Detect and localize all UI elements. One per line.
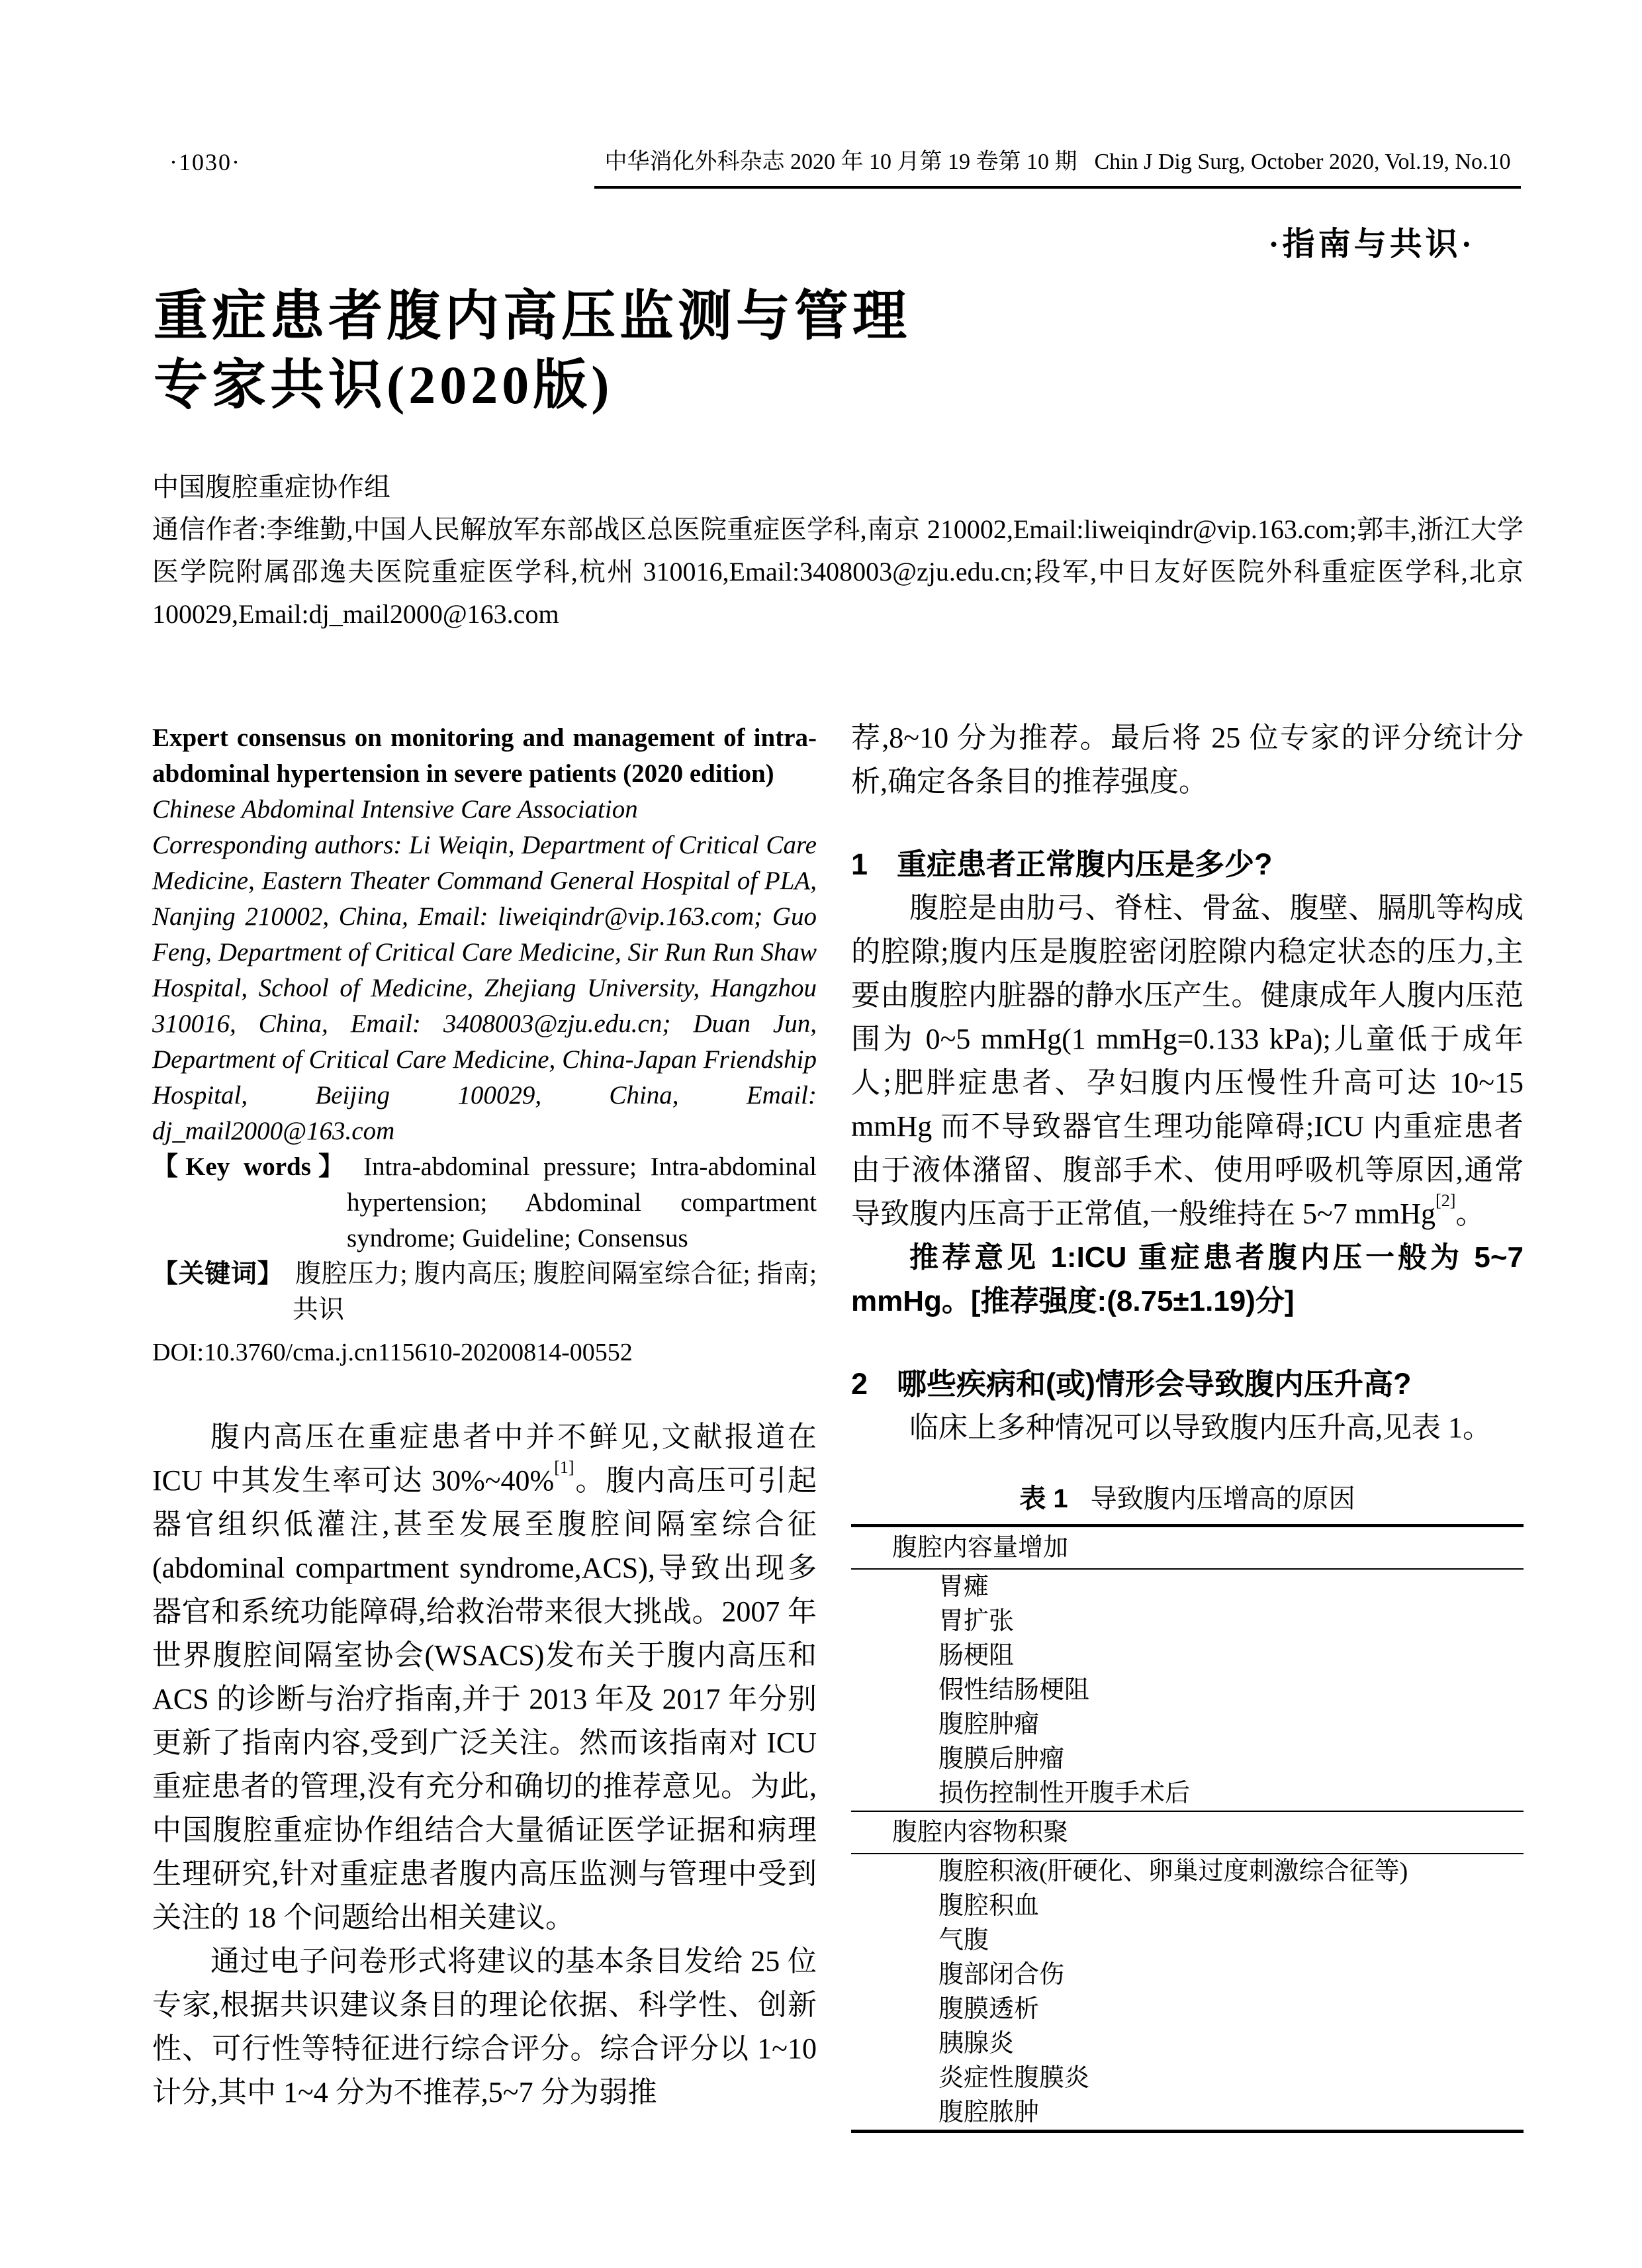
keywords-cn — [152, 1256, 817, 1328]
table-group-header: 腹腔内容物积聚 — [851, 1811, 1524, 1854]
table-1-caption-label: 表 1 — [1019, 1484, 1068, 1513]
english-abstract — [152, 720, 817, 1370]
body-paragraph-continuation: 荐,8~10 分为推荐。最后将 25 位专家的评分统计分析,确定各条目的推荐强度。 — [851, 722, 1524, 798]
correspondence-en: Corresponding authors: Li Weiqin, Department of Critical Care Medicine, Eastern Theater Command General Hospital of PLA, Nanjing 210002, China, Email: liweiqindr@vip.163.com; Guo Feng, Department of Critical Care Medicine, Sir Run Run Shaw Hospital, School of Medicine, Zhejiang University, Hangzhou 310016, China, Email: 3408003@zju.edu.cn; Duan Jun, Department of Critical Care Medicine, China-Japan Friendship Hospital, Beijing 100029, China, Email: dj_mail2000@163.com — [152, 831, 817, 1145]
journal-title-cn: 中华消化外科杂志 2020 年 10 月第 19 卷第 10 期 — [604, 150, 1077, 174]
table-1-caption-text: 导致腹内压增高的原因 — [1090, 1484, 1355, 1513]
keywords-en-label: 【Key words】 — [152, 1153, 352, 1181]
english-organization: Chinese Abdominal Intensive Care Association — [152, 795, 638, 824]
article-title-line1: 重症患者腹内高压监测与管理 — [154, 286, 911, 346]
body-paragraph: 临床上多种情况可以导致腹内压升高,见表 1。 — [909, 1411, 1492, 1444]
table-row: 腹膜透析 — [938, 1995, 1040, 2023]
section-1-title: 重症患者正常腹内压是多少? — [897, 847, 1273, 881]
table-row: 胰腺炎 — [938, 2030, 1015, 2057]
section-2-heading — [851, 1362, 1524, 1406]
table-row: 腹腔积液(肝硬化、卵巢过度刺激综合征等) — [938, 1858, 1408, 1885]
journal-title-en: Chin J Dig Surg, October 2020, Vol.19, No.10 — [1094, 150, 1511, 174]
column-section-tag: ·指南与共识· — [1268, 226, 1475, 262]
author-group: 中国腹腔重症协作组 — [152, 472, 390, 502]
recommendation-1: 推荐意见 1:ICU 重症患者腹内压一般为 5~7 mmHg。[推荐强度:(8.75±1.19)分] — [851, 1241, 1524, 1317]
article-title — [154, 282, 911, 420]
author-block — [152, 466, 1524, 636]
doi: DOI:10.3760/cma.j.cn115610-20200814-00552 — [152, 1339, 633, 1366]
correspondence-cn: 通信作者:李维勤,中国人民解放军东部战区总医院重症医学科,南京 210002,Email:liweiqindr@vip.163.com;郭丰,浙江大学医学院附属邵逸夫医院重症医学科,杭州 310016,Email:3408003@zju.edu.cn;段军,中日友好医院外科重症医学科,北京 100029,Email:dj_mail2000@163.com — [152, 514, 1524, 629]
table-1-caption — [851, 1482, 1524, 1516]
english-title: Expert consensus on monitoring and management of intra-abdominal hypertension in severe patients (2020 edition) — [152, 724, 817, 788]
section-2-title: 哪些疾病和(或)情形会导致腹内压升高? — [897, 1367, 1412, 1401]
table-row: 气腹 — [938, 1926, 989, 1954]
keywords-cn-label: 【关键词】 — [152, 1260, 284, 1288]
body-paragraph: 腹腔是由肋弓、脊柱、骨盆、腹壁、膈肌等构成的腔隙;腹内压是腹腔密闭腔隙内稳定状态的压力,主要由腹腔内脏器的静水压产生。健康成年人腹内压范围为 0~5 mmHg(1 mmHg=0.133 kPa);儿童低于成年人;肥胖症患者、孕妇腹内压慢性升高可达 10~15 mmHg 而不导致器官生理功能障碍;ICU 内重症患者由于液体潴留、腹部手术、使用呼吸机等原因,通常导致腹内压高于正常值,一般维持在 5~7 mmHg[2]。 — [851, 892, 1524, 1230]
table-row: 假性结肠梗阻 — [938, 1676, 1090, 1704]
keywords-en-text: Intra-abdominal pressure; Intra-abdominal hypertension; Abdominal compartment syndrome; Guideline; Consensus — [347, 1153, 817, 1252]
left-column — [152, 1415, 817, 2114]
table-1 — [851, 1524, 1524, 2133]
keywords-en — [152, 1149, 817, 1256]
article-title-line2: 专家共识(2020版) — [154, 355, 614, 415]
table-row: 胃瘫 — [938, 1573, 989, 1601]
table-row: 腹膜后肿瘤 — [938, 1745, 1065, 1773]
table-row: 损伤控制性开腹手术后 — [938, 1779, 1191, 1807]
right-column — [851, 716, 1524, 2133]
table-group-header: 腹腔内容量增加 — [851, 1527, 1524, 1570]
body-paragraph: 通过电子问卷形式将建议的基本条目发给 25 位专家,根据共识建议条目的理论依据、科学性、创新性、可行性等特征进行综合评分。综合评分以 1~10 计分,其中 1~4 分为不推荐,5~7 分为弱推 — [152, 1945, 817, 2108]
section-1-number: 1 — [851, 847, 868, 881]
table-row: 腹部闭合伤 — [938, 1961, 1065, 1989]
table-row: 炎症性腹膜炎 — [938, 2064, 1090, 2092]
section-2-number: 2 — [851, 1367, 868, 1401]
table-row: 肠梗阻 — [938, 1642, 1015, 1670]
body-paragraph: 腹内高压在重症患者中并不鲜见,文献报道在 ICU 中其发生率可达 30%~40%[1]。腹内高压可引起器官组织低灌注,甚至发展至腹腔间隔室综合征(abdominal compartment syndrome,ACS),导致出现多器官和系统功能障碍,给救治带来很大挑战。2007 年世界腹腔间隔室协会(WSACS)发布关于腹内高压和 ACS 的诊断与治疗指南,并于 2013 年及 2017 年分别更新了指南内容,受到广泛关注。然而该指南对 ICU 重症患者的管理,没有充分和确切的推荐意见。为此,中国腹腔重症协作组结合大量循证医学证据和病理生理研究,针对重症患者腹内高压监测与管理中受到关注的 18 个问题给出相关建议。 — [152, 1421, 817, 1934]
table-row: 腹腔肿瘤 — [938, 1711, 1040, 1738]
table-row: 胃扩张 — [938, 1607, 1015, 1635]
journal-header — [594, 143, 1521, 189]
table-row: 腹腔脓肿 — [938, 2099, 1040, 2126]
table-row: 腹腔积血 — [938, 1892, 1040, 1920]
section-1-heading — [851, 843, 1524, 886]
keywords-cn-text: 腹腔压力; 腹内高压; 腹腔间隔室综合征; 指南; 共识 — [293, 1260, 817, 1324]
page-number: ·1030· — [169, 149, 241, 175]
